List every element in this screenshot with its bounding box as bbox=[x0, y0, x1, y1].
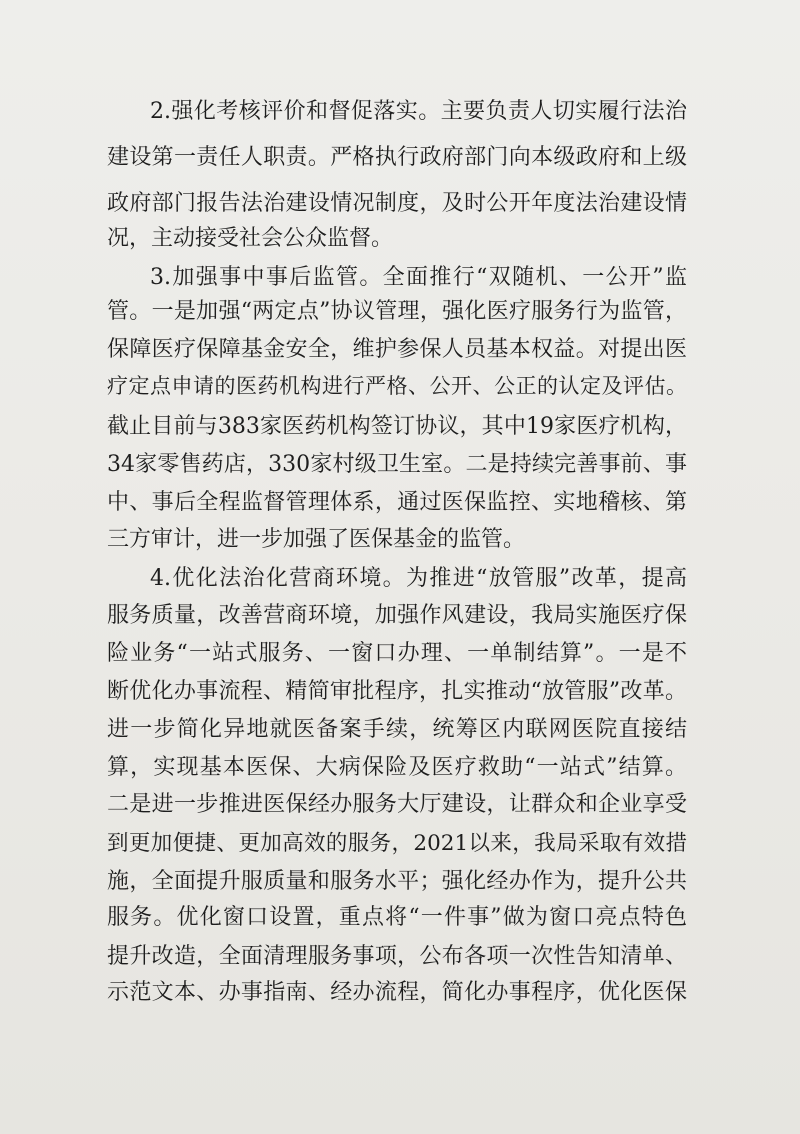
paragraph-3-line-7: 二是进一步推进医保经办服务大厅建设，让群众和企业享受 bbox=[107, 792, 687, 817]
paragraph-1-line-3: 政府部门报告法治建设情况制度，及时公开年度法治建设情 bbox=[107, 191, 687, 216]
paragraph-2-line-7: 中、事后全程监督管理体系，通过医保监控、实地稽核、第 bbox=[107, 490, 687, 515]
paragraph-3-line-6: 算，实现基本医保、大病保险及医疗救助“一站式”结算。 bbox=[107, 755, 687, 780]
paragraph-2-line-3: 保障医疗保障基金安全，维护参保人员基本权益。对提出医 bbox=[107, 337, 687, 362]
paragraph-1-line-1: 2.强化考核评价和督促落实。主要负责人切实履行法治 bbox=[150, 99, 687, 124]
paragraph-2-line-8: 三方审计，进一步加强了医保基金的监管。 bbox=[107, 527, 526, 552]
paragraph-3-line-1: 4.优化法治化营商环境。为推进“放管服”改革，提高 bbox=[150, 566, 687, 591]
paragraph-1-line-2: 建设第一责任人职责。严格执行政府部门向本级政府和上级 bbox=[107, 145, 687, 170]
paragraph-3-line-5: 进一步简化异地就医备案手续，统筹区内联网医院直接结 bbox=[107, 717, 687, 742]
paragraph-3-line-12: 示范文本、办事指南、经办流程，简化办事程序，优化医保 bbox=[107, 980, 687, 1005]
paragraph-3-line-2: 服务质量，改善营商环境，加强作风建设，我局实施医疗保 bbox=[107, 603, 687, 628]
paragraph-2-line-2: 管。一是加强“两定点”协议管理，强化医疗服务行为监管， bbox=[107, 299, 687, 324]
paragraph-3-line-9: 施，全面提升服质量和服务水平；强化经办作为，提升公共 bbox=[107, 869, 687, 894]
paragraph-2-line-6: 34家零售药店，330家村级卫生室。二是持续完善事前、事 bbox=[107, 452, 687, 477]
paragraph-3-line-3: 险业务“一站式服务、一窗口办理、一单制结算”。一是不 bbox=[107, 641, 687, 666]
paragraph-2-line-4: 疗定点申请的医药机构进行严格、公开、公正的认定及评估。 bbox=[107, 374, 687, 398]
paragraph-3-line-10: 服务。优化窗口设置，重点将“一件事”做为窗口亮点特色 bbox=[107, 905, 687, 930]
paragraph-1-line-4: 况，主动接受社会公众监督。 bbox=[107, 226, 394, 251]
paragraph-3-line-11: 提升改造，全面清理服务事项，公布各项一次性告知清单、 bbox=[107, 944, 687, 969]
paragraph-2-line-1: 3.加强事中事后监管。全面推行“双随机、一公开”监 bbox=[150, 265, 687, 290]
paragraph-2-line-5: 截止目前与383家医药机构签订协议，其中19家医疗机构， bbox=[107, 414, 687, 439]
paragraph-3-line-4: 断优化办事流程、精简审批程序，扎实推动“放管服”改革。 bbox=[107, 679, 687, 704]
paragraph-3-line-8: 到更加便捷、更加高效的服务，2021以来，我局采取有效措 bbox=[107, 831, 687, 856]
